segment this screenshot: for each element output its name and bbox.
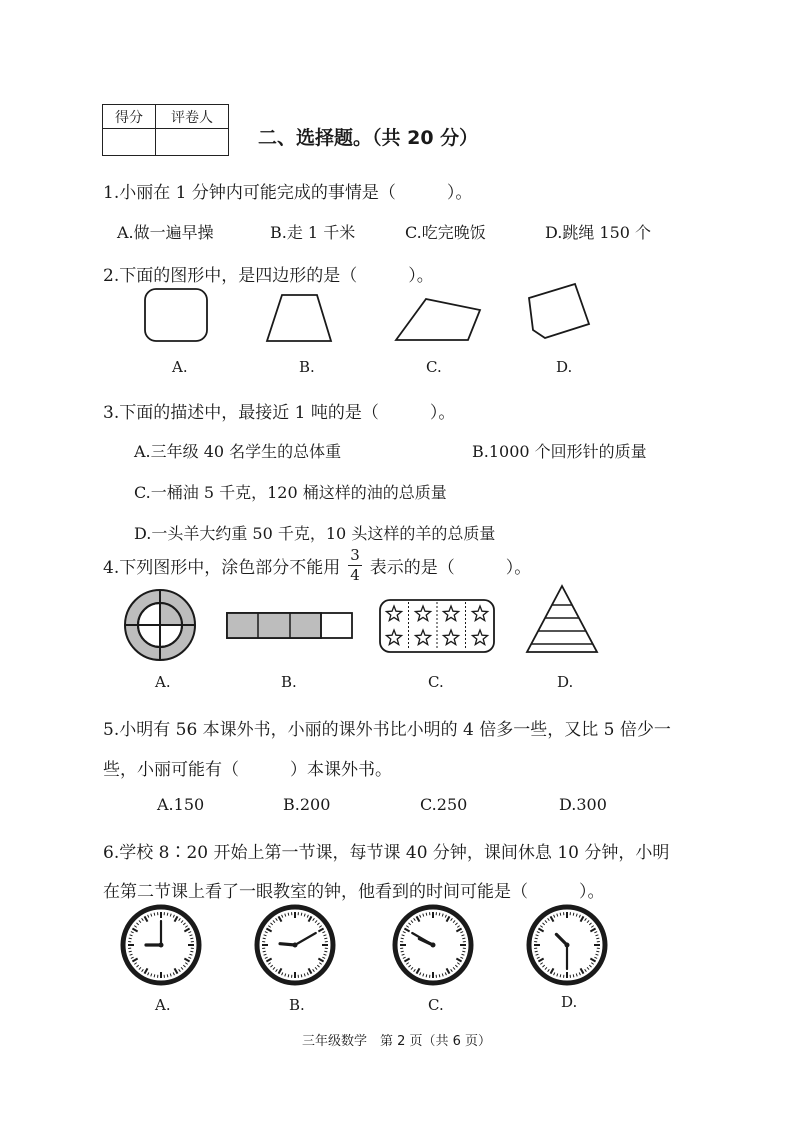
- q4-option-a[interactable]: A.: [155, 673, 171, 691]
- question-6-line-2: 在第二节课上看了一眼教室的钟，他看到的时间可能是（ ）。: [103, 882, 605, 902]
- q3-option-a[interactable]: A.三年级 40 名学生的总体重: [134, 442, 342, 461]
- q6-option-b[interactable]: B.: [289, 996, 305, 1014]
- question-5-line-1: 5.小明有 56 本课外书，小丽的课外书比小明的 4 倍多一些，又比 5 倍少一: [103, 720, 671, 740]
- question-2: 2.下面的图形中，是四边形的是（ ）。: [103, 266, 434, 286]
- q3-option-d[interactable]: D.一头羊大约重 50 千克，10 头这样的羊的总质量: [134, 524, 496, 543]
- q4-text-after: 表示的是（ ）。: [369, 558, 532, 578]
- q3-option-c[interactable]: C.一桶油 5 千克，120 桶这样的油的总质量: [134, 483, 447, 502]
- fraction-denominator: 4: [350, 566, 360, 584]
- grader-label: 评卷人: [156, 105, 229, 129]
- q4-option-d[interactable]: D.: [557, 673, 574, 691]
- q4-text-before: 4.下列图形中，涂色部分不能用: [103, 558, 341, 578]
- q5-option-a[interactable]: A.150: [157, 795, 205, 814]
- q2-option-c[interactable]: C.: [426, 358, 442, 376]
- question-6-line-1: 6.学校 8∶20 开始上第一节课，每节课 40 分钟，课间休息 10 分钟，小明: [103, 843, 670, 863]
- question-3: 3.下面的描述中，最接近 1 吨的是（ ）。: [103, 403, 456, 423]
- q5-option-b[interactable]: B.200: [283, 795, 331, 814]
- q1-option-b[interactable]: B.走 1 千米: [270, 223, 356, 242]
- q6-option-a[interactable]: A.: [155, 996, 171, 1014]
- q1-option-a[interactable]: A.做一遍早操: [117, 223, 214, 242]
- q5-option-c[interactable]: C.250: [420, 795, 468, 814]
- page-footer: 三年级数学 第 2 页（共 6 页）: [301, 1034, 492, 1049]
- q2-option-d[interactable]: D.: [556, 358, 573, 376]
- q5-option-d[interactable]: D.300: [559, 795, 607, 814]
- clock-icon: [395, 907, 471, 983]
- section-title: 二、选择题。（共 20 分）: [258, 127, 479, 149]
- q4-option-b[interactable]: B.: [281, 673, 297, 691]
- score-label: 得分: [103, 105, 156, 129]
- q1-option-c[interactable]: C.吃完晚饭: [405, 223, 486, 242]
- q6-option-c[interactable]: C.: [428, 996, 444, 1014]
- q1-option-d[interactable]: D.跳绳 150 个: [545, 223, 652, 242]
- q4-option-c[interactable]: C.: [428, 673, 444, 691]
- q6-option-d[interactable]: D.: [561, 993, 578, 1011]
- q2-option-b[interactable]: B.: [299, 358, 315, 376]
- clock-icon: [529, 907, 605, 983]
- question-5-line-2: 些，小丽可能有（ ）本课外书。: [103, 760, 392, 780]
- clock-icon: [123, 907, 199, 983]
- question-1: 1.小丽在 1 分钟内可能完成的事情是（ ）。: [103, 183, 473, 203]
- q2-option-a[interactable]: A.: [172, 358, 188, 376]
- clock-icon: [257, 907, 333, 983]
- fraction-numerator: 3: [350, 546, 360, 564]
- q3-option-b[interactable]: B.1000 个回形针的质量: [472, 442, 647, 461]
